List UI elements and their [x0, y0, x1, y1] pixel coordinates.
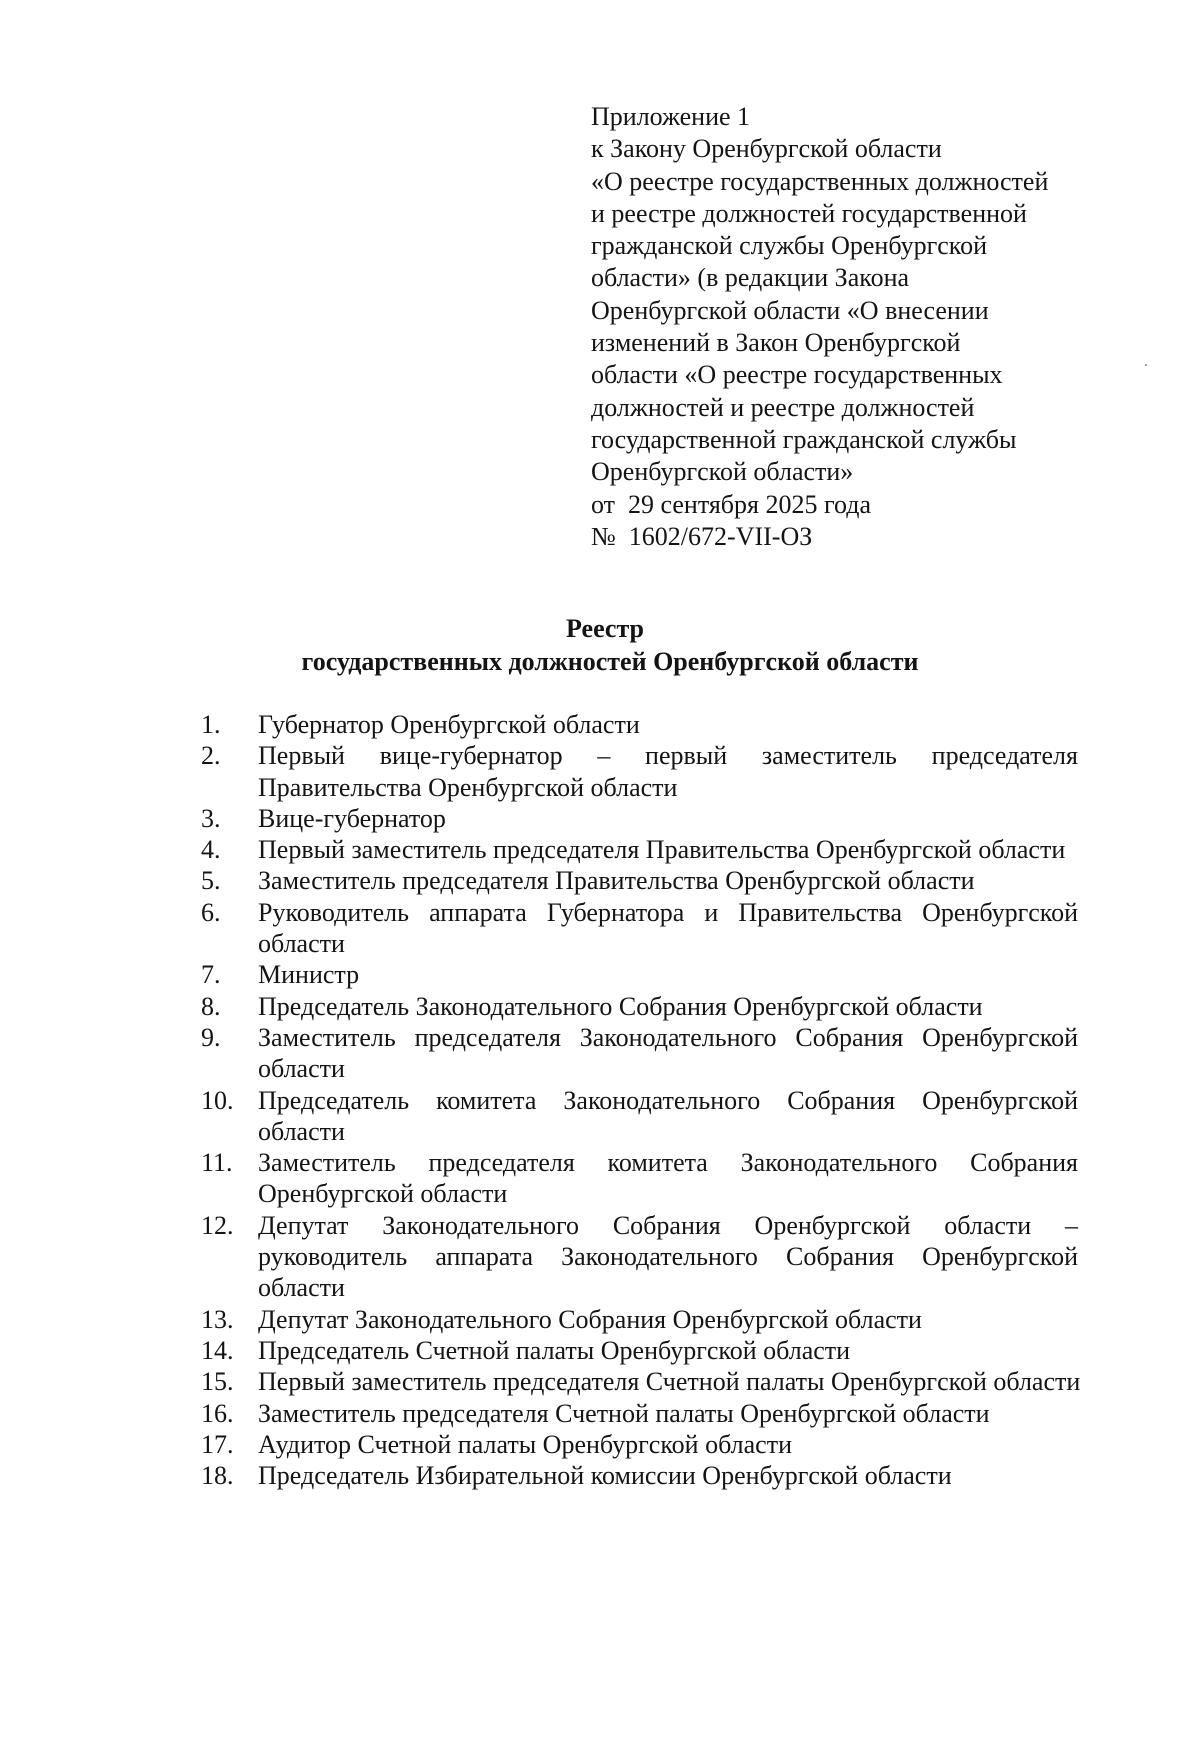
register-item: [201, 803, 1078, 834]
item-text: Заместитель председателя комитета Законодательного Собрания Оренбургской области: [258, 1148, 1078, 1209]
appendix-line: должностей и реестре должностей: [591, 392, 975, 422]
item-number: 10.: [201, 1085, 234, 1115]
scan-speck: [1145, 364, 1147, 366]
item-text: Председатель комитета Законодательного Собрания Оренбургской области: [258, 1085, 1078, 1146]
register-item: [201, 1022, 1078, 1085]
item-number: 15.: [201, 1367, 234, 1397]
document-title: [0, 612, 1200, 678]
appendix-line: Оренбургской области «О внесении: [591, 295, 989, 325]
item-text: Депутат Законодательного Собрания Оренбургской области – руководитель аппарата Законодательного Собрания Оренбургской области: [258, 1210, 1078, 1303]
item-text: Аудитор Счетной палаты Оренбургской области: [258, 1429, 792, 1459]
item-number: 3.: [201, 803, 221, 833]
register-list: [201, 709, 1081, 1491]
register-item: [201, 959, 1078, 990]
appendix-line: области» (в редакции Закона: [591, 263, 910, 293]
appendix-line: и реестре должностей государственной: [591, 198, 1027, 228]
register-item: [201, 1429, 1078, 1460]
register-item: [201, 1210, 1078, 1304]
item-text: Вице-губернатор: [258, 803, 446, 833]
register-item: [201, 1398, 1078, 1429]
register-item: [201, 1335, 1078, 1366]
item-text: Заместитель председателя Счетной палаты Оренбургской области: [258, 1398, 990, 1428]
appendix-line: Приложение 1: [591, 102, 751, 131]
item-number: 9.: [201, 1022, 221, 1052]
item-number: 12.: [201, 1210, 234, 1240]
item-text: Первый заместитель председателя Счетной палаты Оренбургской области: [258, 1367, 1081, 1397]
appendix-line: государственной гражданской службы: [591, 424, 1017, 454]
register-item: [201, 709, 1078, 740]
item-number: 16.: [201, 1398, 234, 1428]
appendix-number: № 1602/672-VII-ОЗ: [591, 521, 813, 551]
item-number: 18.: [201, 1461, 234, 1491]
item-text: Депутат Законодательного Собрания Оренбургской области: [258, 1304, 922, 1334]
appendix-line: изменений в Закон Оренбургской: [591, 328, 961, 358]
appendix-line: гражданской службы Оренбургской: [591, 231, 988, 261]
appendix-line: области «О реестре государственных: [591, 360, 1003, 390]
item-number: 2.: [201, 741, 221, 771]
item-text: Руководитель аппарата Губернатора и Правительства Оренбургской области: [258, 897, 1078, 959]
item-text: Председатель Счетной палаты Оренбургской области: [258, 1335, 851, 1365]
item-number: 13.: [201, 1304, 234, 1334]
appendix-line: «О реестре государственных должностей: [591, 166, 1049, 196]
item-text: Председатель Избирательной комиссии Оренбургской области: [258, 1461, 952, 1491]
title-line-2: государственных должностей Оренбургской области: [301, 647, 919, 676]
item-text: Первый заместитель председателя Правительства Оренбургской области: [258, 835, 1066, 865]
title-line-1: Реестр: [565, 614, 645, 643]
register-item: [201, 740, 1078, 803]
appendix-date: от 29 сентября 2025 года: [591, 489, 872, 519]
item-number: 4.: [201, 835, 221, 865]
item-number: 7.: [201, 960, 221, 990]
item-number: 1.: [201, 710, 221, 739]
register-item: [201, 865, 1078, 896]
item-number: 5.: [201, 866, 221, 896]
appendix-line: Оренбургской области»: [591, 457, 854, 487]
item-text: Заместитель председателя Законодательного Собрания Оренбургской области: [258, 1022, 1078, 1084]
register-item: [201, 897, 1078, 960]
register-item: [201, 1460, 1078, 1491]
register-item: [201, 834, 1078, 865]
item-number: 6.: [201, 897, 221, 927]
item-text: Первый вице-губернатор – первый заместитель председателя Правительства Оренбургской области: [258, 741, 1078, 802]
appendix-line: к Закону Оренбургской области: [591, 134, 942, 164]
item-number: 11.: [201, 1148, 233, 1178]
register-item: [201, 1147, 1078, 1210]
item-text: Министр: [258, 960, 360, 990]
register-item: [201, 1085, 1078, 1148]
register-item: [201, 1366, 1081, 1397]
item-text: Губернатор Оренбургской области: [258, 710, 640, 739]
register-item: [201, 991, 1078, 1022]
item-text: Председатель Законодательного Собрания Оренбургской области: [258, 991, 983, 1021]
item-number: 14.: [201, 1335, 234, 1365]
item-text: Заместитель председателя Правительства Оренбургской области: [258, 866, 975, 896]
appendix-header: [591, 101, 1111, 553]
item-number: 8.: [201, 991, 221, 1021]
register-item: [201, 1304, 1078, 1335]
item-number: 17.: [201, 1429, 234, 1459]
